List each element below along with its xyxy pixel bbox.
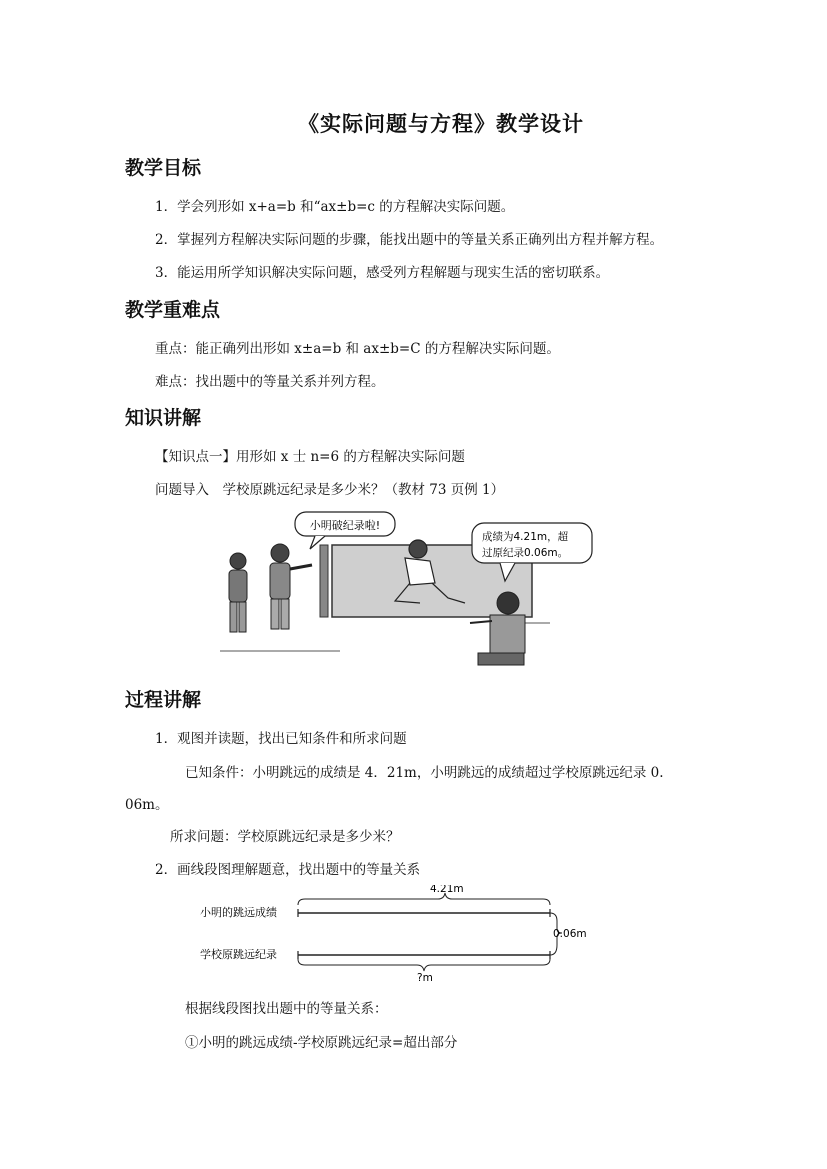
segment-label-bottom: 学校原跳远纪录 [200,948,277,961]
knowledge-point-title: 【知识点一】用形如 x 士 n=6 的方程解决实际问题 [155,449,465,465]
process-step-1: 1．观图并读题，找出已知条件和所求问题 [155,731,407,747]
long-jump-illustration [220,503,610,668]
goal-item: 2．掌握列方程解决实际问题的步骤，能找出题中的等量关系正确列出方程并解方程。 [155,232,664,248]
segment-length-top: 4.21m [430,885,464,895]
take-off-board [320,545,328,617]
line-segment-diagram [195,885,605,985]
page-title: 《实际问题与方程》教学设计 [298,111,584,136]
segment-length-diff: 0.06m [553,928,587,940]
heading-process: 过程讲解 [125,689,202,711]
question-asked: 所求问题：学校原跳远纪录是多少米？ [170,829,400,845]
goal-item: 1．学会列形如 x+a=b 和“ax±b=c 的方程解决实际问题。 [155,199,515,215]
bubble-right-line2: 过原纪录0.06m。 [482,547,569,559]
equal-relation-1: ①小明的跳远成绩-学校原跳远纪录=超出部分 [185,1035,458,1051]
conclusion-intro: 根据线段图找出题中的等量关系： [185,1001,388,1017]
heading-teaching-goals: 教学目标 [125,157,202,179]
speech-bubble-left [295,512,395,549]
known-conditions-line1: 已知条件：小明跳远的成绩是 4．21m，小明跳远的成绩超过学校原跳远纪录 0. [185,765,664,781]
heading-knowledge: 知识讲解 [125,407,202,429]
child-figure-1 [229,553,247,632]
goal-item: 3．能运用所学知识解决实际问题，感受列方程解题与现实生活的密切联系。 [155,265,610,281]
problem-intro: 问题导入 学校原跳远纪录是多少米？（教材 73 页例 1） [155,482,505,498]
segment-length-bottom: ?m [417,972,433,984]
heading-key-points: 教学重难点 [125,299,221,321]
bubble-right-line1: 成绩为4.21m，超 [482,531,569,543]
segment-label-top: 小明的跳远成绩 [200,906,277,919]
brace-top [298,893,550,905]
brace-bottom [298,959,550,971]
process-step-2: 2．画线段图理解题意，找出题中的等量关系 [155,862,421,878]
difficult-point-text: 难点：找出题中的等量关系并列方程。 [155,374,385,390]
child-figure-2 [270,544,312,629]
bubble-left-text: 小明破纪录啦! [309,519,381,532]
key-point-text: 重点：能正确列出形如 x±a=b 和 ax±b=C 的方程解决实际问题。 [155,341,560,357]
known-conditions-line2: 06m。 [125,797,169,813]
